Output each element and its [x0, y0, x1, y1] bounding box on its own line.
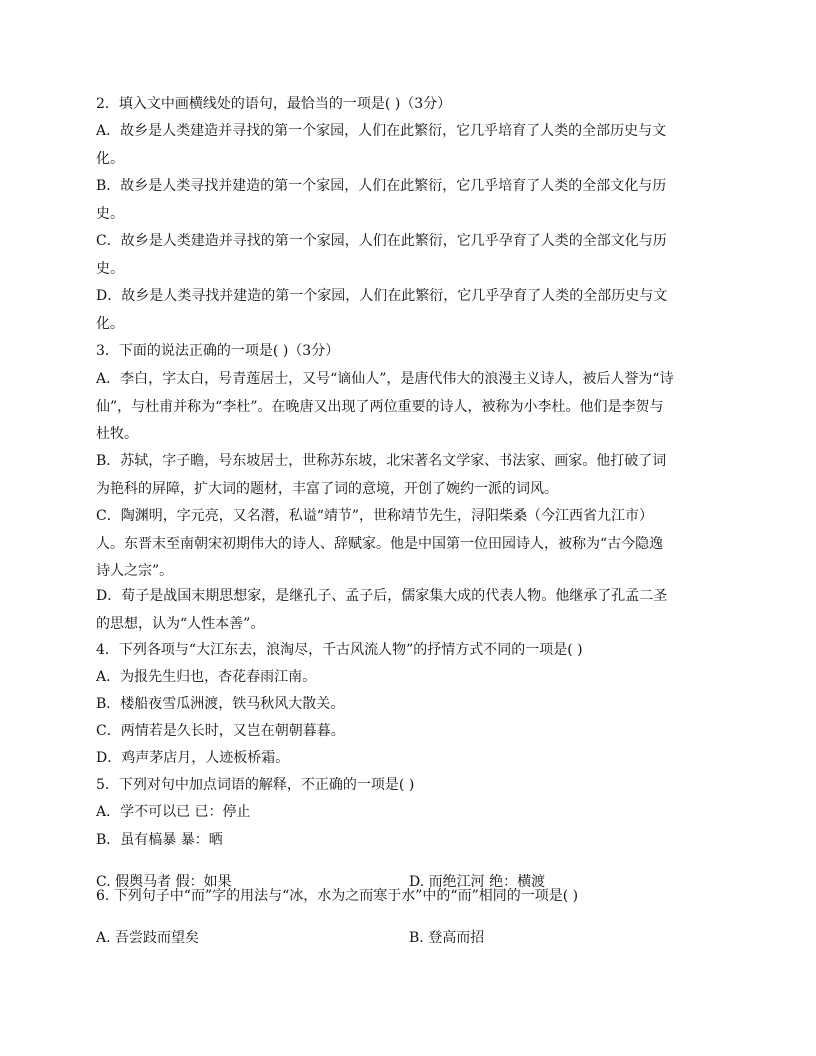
q3-stem: 3．下面的说法正确的一项是( )（3分）	[96, 343, 340, 359]
q2-option-b: B．故乡是人类寻找并建造的第一个家园，人们在此繁衍，它几乎培育了人类的全部文化与历史。	[96, 178, 667, 222]
q3-option-c: C．陶渊明，字元亮，又名潜，私谥“靖节”，世称靖节先生，浔阳柴桑（今江西省九江市）人。东晋末至南朝宋初期伟大的诗人、辞赋家。他是中国第一位田园诗人，被称为“古今隐逸诗人之宗”。	[96, 508, 664, 580]
q5-option-d: D. 而绝江河 绝：横渡	[409, 874, 546, 890]
q3-option-b: B．苏轼，字子瞻，号东坡居士，世称苏东坡，北宋著名文学家、书法家、画家。他打破了词为艳科的屏障，扩大词的题材，丰富了词的意境，开创了婉约一派的词风。	[96, 453, 667, 497]
q2-option-d: D．故乡是人类寻找并建造的第一个家园，人们在此繁衍，它几乎孕育了人类的全部历史与文化。	[96, 288, 668, 332]
q4-option-c: C．两情若是久长时，又岂在朝朝暮暮。	[96, 723, 345, 739]
q5-option-c: C. 假舆马者 假：如果	[96, 874, 232, 890]
q3-option-a: A．李白，字太白，号青莲居士，又号“谪仙人”，是唐代伟大的浪漫主义诗人，被后人誉为“诗仙”，与杜甫并称为“李杜”。在晚唐又出现了两位重要的诗人，被称为小李杜。他们是李贺与杜牧。	[96, 371, 674, 443]
q6-option-b: B. 登高而招	[409, 930, 485, 946]
q4-option-a: A．为报先生归也，杏花春雨江南。	[96, 669, 317, 685]
q2-option-c: C．故乡是人类建造并寻找的第一个家园，人们在此繁衍，它几乎孕育了人类的全部文化与历史。	[96, 233, 667, 277]
q5-option-a: A．学不可以已 已：停止	[96, 804, 251, 820]
q5-option-b: B．虽有槁暴 暴：晒	[96, 832, 223, 848]
q6-option-a: A. 吾尝跂而望矣	[96, 930, 200, 946]
q2-option-a: A．故乡是人类建造并寻找的第一个家园，人们在此繁衍，它几乎培育了人类的全部历史与文化。	[96, 123, 667, 167]
q4-stem: 4．下列各项与“大江东去，浪淘尽，千古风流人物”的抒情方式不同的一项是( )	[96, 642, 583, 658]
q6-stem: 6. 下列句子中“而”字的用法与“冰，水为之而寒于水”中的“而”相同的一项是( )	[96, 888, 579, 904]
q3-option-d: D．荀子是战国末期思想家，是继孔子、孟子后，儒家集大成的代表人物。他继承了孔孟二圣的思想，认为“人性本善”。	[96, 588, 668, 632]
q4-option-b: B．楼船夜雪瓜洲渡，铁马秋风大散关。	[96, 696, 345, 712]
q4-option-d: D．鸡声茅店月，人迹板桥霜。	[96, 750, 290, 766]
q2-stem: 2．填入文中画横线处的语句，最恰当的一项是( )（3分）	[96, 96, 452, 112]
q5-stem: 5．下列对句中加点词语的解释，不正确的一项是( )	[96, 777, 415, 793]
